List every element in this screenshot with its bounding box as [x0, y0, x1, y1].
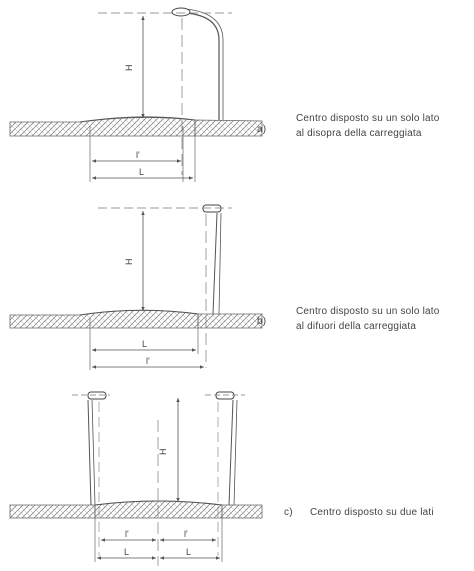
diagram-b	[10, 205, 262, 370]
label-height-c: H	[158, 448, 168, 455]
label-overhang-c-right: l'	[184, 529, 188, 539]
label-overhang-a: l'	[136, 150, 140, 160]
label-overhang-c-left: l'	[125, 529, 129, 539]
luminaire-a	[172, 8, 190, 16]
ground-left-c	[10, 505, 95, 518]
pole-c-left	[88, 400, 91, 505]
label-width-c-left: L	[124, 547, 130, 557]
tag-b: b)	[257, 316, 267, 327]
caption-b-line2: al difuori della carreggiata	[296, 321, 417, 332]
ground-left-b	[10, 310, 198, 328]
caption-a-line1: Centro disposto su un solo lato	[296, 113, 440, 124]
ground-right-b	[198, 314, 262, 328]
label-width-a: L	[139, 167, 145, 177]
pole-a	[186, 13, 219, 120]
luminaire-c-right	[216, 392, 234, 399]
caption-b-line1: Centro disposto su un solo lato	[296, 306, 440, 317]
luminaire-c-left	[88, 392, 106, 399]
ground-right-c	[222, 505, 262, 518]
pole-b	[213, 213, 217, 314]
tag-a: a)	[257, 124, 267, 135]
label-height-b: H	[124, 258, 134, 265]
ground-right-a	[195, 120, 262, 136]
label-height-a: H	[124, 64, 134, 71]
caption-c-line1: Centro disposto su due lati	[310, 507, 434, 518]
road-hatch-c	[95, 501, 222, 518]
diagram-c	[10, 392, 262, 566]
tag-c: c)	[284, 507, 293, 518]
luminaire-b	[203, 205, 221, 212]
label-width-c-right: L	[186, 547, 192, 557]
label-width-b: L	[142, 339, 148, 349]
label-overhang-b: l'	[146, 356, 150, 366]
caption-a-line2: al disopra della carreggiata	[296, 128, 422, 139]
ground-left-a	[10, 117, 195, 136]
pole-c-right	[229, 400, 233, 505]
